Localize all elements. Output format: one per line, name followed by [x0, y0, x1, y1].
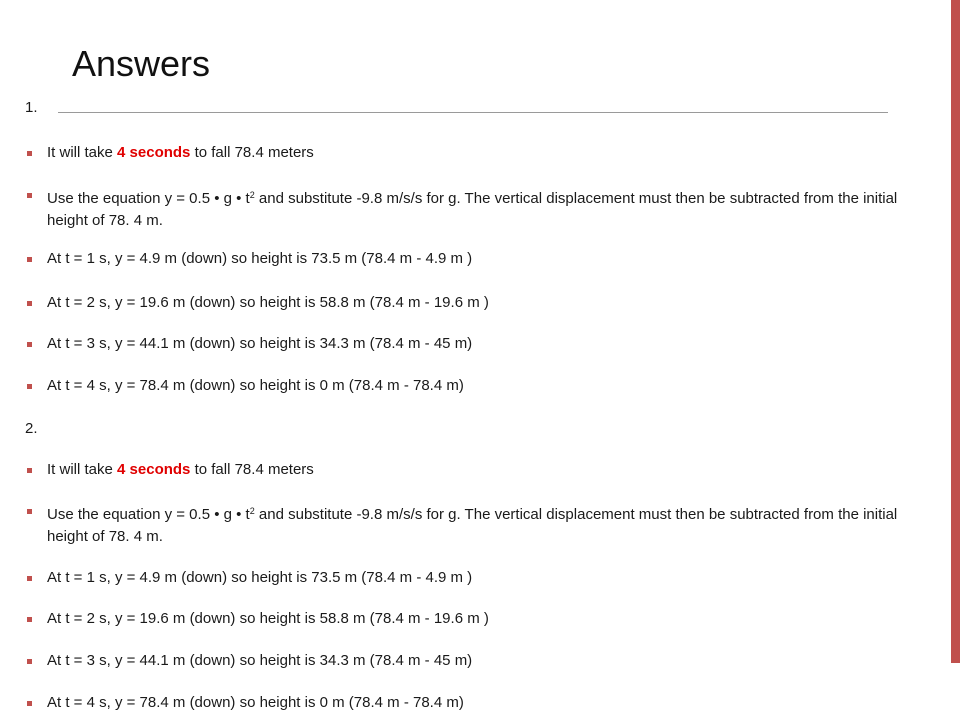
list-item: [27, 142, 907, 164]
item-text: At t = 4 s, y = 78.4 m (down) so height is 0 m (78.4 m - 78.4 m): [47, 694, 464, 711]
bullet-icon: [27, 257, 32, 262]
highlighted-text: 4 seconds: [117, 461, 191, 478]
item-text: At t = 1 s, y = 4.9 m (down) so height is 73.5 m (78.4 m - 4.9 m ): [47, 250, 473, 267]
divider-rule: [58, 112, 888, 113]
list-item: [27, 650, 907, 672]
slide-title: Answers: [72, 43, 211, 84]
section-number-2: 2.: [25, 420, 38, 437]
list-item: [27, 500, 907, 548]
bullet-icon: [27, 342, 32, 347]
item-text: At t = 2 s, y = 19.6 m (down) so height is 58.8 m (78.4 m - 19.6 m ): [47, 610, 489, 627]
item-text: to fall 78.4 meters: [190, 144, 314, 161]
item-text: At t = 3 s, y = 44.1 m (down) so height is 34.3 m (78.4 m - 45 m): [47, 335, 473, 352]
list-item: [27, 184, 907, 232]
section-number-1: 1.: [25, 99, 38, 116]
item-text: At t = 3 s, y = 44.1 m (down) so height is 34.3 m (78.4 m - 45 m): [47, 652, 473, 669]
accent-bar: [951, 0, 960, 663]
item-text: and substitute -9.8 m/s/s for g. The vertical displacement must then be subtracted from the initial height of 78. 4 m.: [47, 506, 898, 545]
list-item: [27, 375, 907, 397]
bullet-icon: [27, 301, 32, 306]
list-item: [27, 459, 907, 481]
item-text: and substitute -9.8 m/s/s for g. The vertical displacement must then be subtracted from the initial height of 78. 4 m.: [47, 190, 898, 229]
bullet-icon: [27, 468, 32, 473]
bullet-icon: [27, 193, 32, 198]
item-text: It will take: [47, 144, 118, 161]
list-item: [27, 333, 907, 355]
item-text: Use the equation y = 0.5 • g • t: [47, 190, 250, 207]
bullet-icon: [27, 384, 32, 389]
bullet-icon: [27, 576, 32, 581]
list-item: [27, 692, 907, 714]
highlighted-text: 4 seconds: [117, 144, 191, 161]
superscript: 2: [249, 190, 255, 200]
item-text: Use the equation y = 0.5 • g • t: [47, 506, 250, 523]
superscript: 2: [249, 506, 255, 516]
list-item: [27, 567, 907, 589]
item-text: It will take: [47, 461, 118, 478]
bullet-icon: [27, 151, 32, 156]
bullet-icon: [27, 617, 32, 622]
item-text: to fall 78.4 meters: [190, 461, 314, 478]
bullet-icon: [27, 659, 32, 664]
bullet-icon: [27, 701, 32, 706]
bullet-icon: [27, 509, 32, 514]
item-text: At t = 1 s, y = 4.9 m (down) so height is 73.5 m (78.4 m - 4.9 m ): [47, 569, 473, 586]
item-text: At t = 4 s, y = 78.4 m (down) so height is 0 m (78.4 m - 78.4 m): [47, 377, 464, 394]
list-item: [27, 248, 907, 270]
list-item: [27, 292, 907, 314]
list-item: [27, 608, 907, 630]
item-text: At t = 2 s, y = 19.6 m (down) so height is 58.8 m (78.4 m - 19.6 m ): [47, 294, 489, 311]
